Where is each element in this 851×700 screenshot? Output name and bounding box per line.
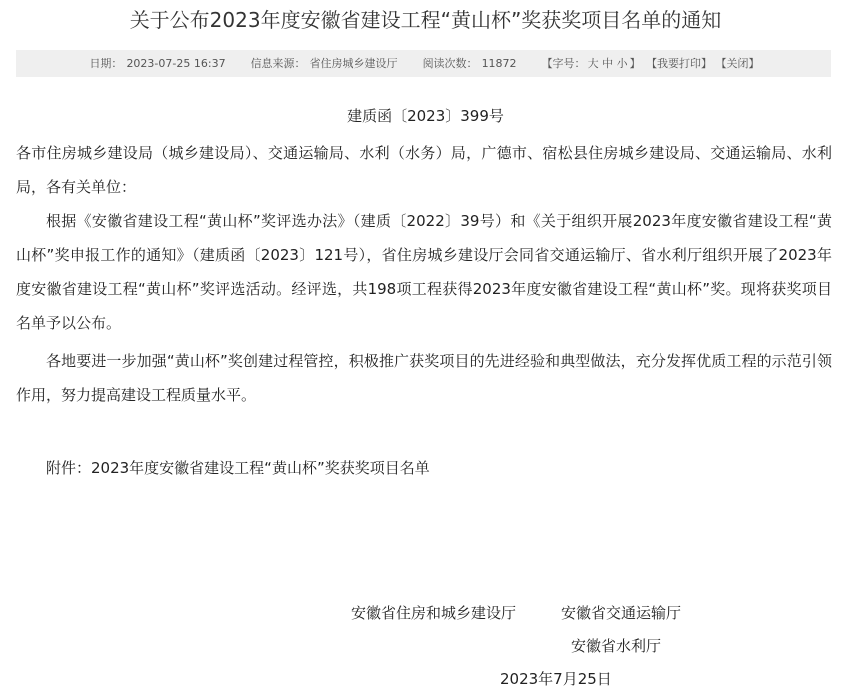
close-link[interactable]: 【关闭】	[715, 57, 760, 70]
signature-date: 2023年7月25日	[500, 670, 612, 688]
body-paragraph-1: 根据《安徽省建设工程“黄山杯”奖评选办法》（建质〔2022〕39号）和《关于组织开展2023年度安徽省建设工程“黄山杯”奖申报工作的通知》（建质函〔2023〕121号），省住房城乡建设厅会同省交通运输厅、省水利厅组织开展了2023年度安徽省建设工程“黄山杯”奖评选活动。经评选，共198项工程获得2023年度安徽省建设工程“黄山杯”奖。现将获奖项目名单予以公布。	[16, 212, 832, 332]
page-title: 关于公布2023年度安徽省建设工程“黄山杯”奖获奖项目名单的通知	[129, 8, 722, 32]
views-label: 阅读次数：	[422, 57, 478, 70]
signature-org-housing: 安徽省住房和城乡建设厅	[351, 604, 517, 622]
font-large-link[interactable]: 大	[587, 57, 599, 70]
signature-org-transport: 安徽省交通运输厅	[561, 604, 682, 622]
document-number: 建质函〔2023〕399号	[347, 107, 504, 125]
print-link[interactable]: 【我要打印】	[646, 57, 713, 70]
info-source: 省住房城乡建设厅	[309, 57, 398, 70]
info-bar	[16, 50, 831, 77]
body-paragraph-2: 各地要进一步加强“黄山杯”奖创建过程管控，积极推广获奖项目的先进经验和典型做法，充分发挥优质工程的示范引领作用，努力提高建设工程质量水平。	[16, 352, 832, 404]
view-count: 11872	[481, 57, 517, 70]
source-label: 信息来源：	[250, 57, 306, 70]
publish-date: 2023-07-25 16:37	[126, 57, 226, 70]
addressee-paragraph: 各市住房城乡建设局（城乡建设局）、交通运输局、水利（水务）局，广德市、宿松县住房城乡建设局、交通运输局、水利局，各有关单位：	[16, 144, 832, 196]
font-medium-link[interactable]: 中	[602, 57, 614, 70]
attachment-line: 附件：2023年度安徽省建设工程“黄山杯”奖获奖项目名单	[46, 459, 430, 477]
font-size-bracket-close: 】	[629, 57, 641, 70]
date-label: 日期：	[89, 57, 123, 70]
font-size-bracket-open: 【字号：	[541, 57, 586, 70]
signature-org-water: 安徽省水利厅	[571, 637, 662, 655]
font-small-link[interactable]: 小	[616, 57, 628, 70]
